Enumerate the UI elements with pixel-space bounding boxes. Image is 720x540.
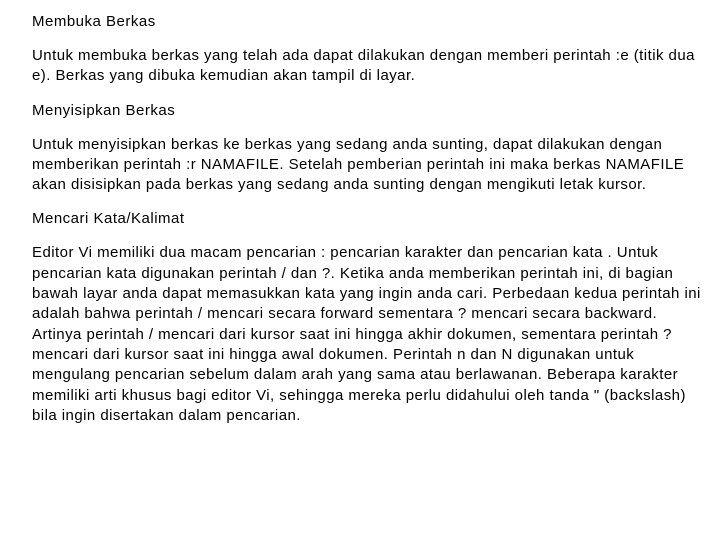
section-heading-menyisipkan-berkas: Menyisipkan Berkas [32, 101, 176, 119]
section-paragraph-membuka-berkas: Untuk membuka berkas yang telah ada dapat dilakukan dengan memberi perintah :e (titik dua e). Berkas yang dibuka kemudian akan tampil di layar. [32, 47, 695, 85]
section-paragraph-menyisipkan-berkas: Untuk menyisipkan berkas ke berkas yang sedang anda sunting, dapat dilakukan dengan memberikan perintah :r NAMAFILE. Setelah pemberian perintah ini maka berkas NAMAFILE akan disisipkan pada berkas yang sedang anda sunting dengan mengikuti letak kursor. [32, 135, 685, 194]
section-heading-mencari-kata: Mencari Kata/Kalimat [32, 210, 185, 228]
section-heading-membuka-berkas: Membuka Berkas [32, 13, 156, 30]
section-paragraph-mencari-kata: Editor Vi memiliki dua macam pencarian : pencarian karakter dan pencarian kata . Untuk pencarian kata digunakan perintah / dan ?. Ketika anda memberikan perintah ini, di bagian bawah layar anda dapat memasukkan kata yang ingin anda cari. Perbedaan kedua perintah ini adalah bahwa perintah / mencari secara forward sementara ? mencari secara backward. Artinya perintah / mencari dari kursor saat ini hingga akhir dokumen, sementara perintah ? mencari dari kursor saat ini hingga awal dokumen. Perintah n dan N digunakan untuk mengulang pencarian sebelum dalam arah yang sama atau berlawanan. Beberapa karakter memiliki arti khusus bagi editor Vi, sehingga mereka perlu didahului oleh tanda " (backslash) bila ingin disertakan dalam pencarian. [32, 244, 701, 424]
document-page [32, 12, 702, 426]
